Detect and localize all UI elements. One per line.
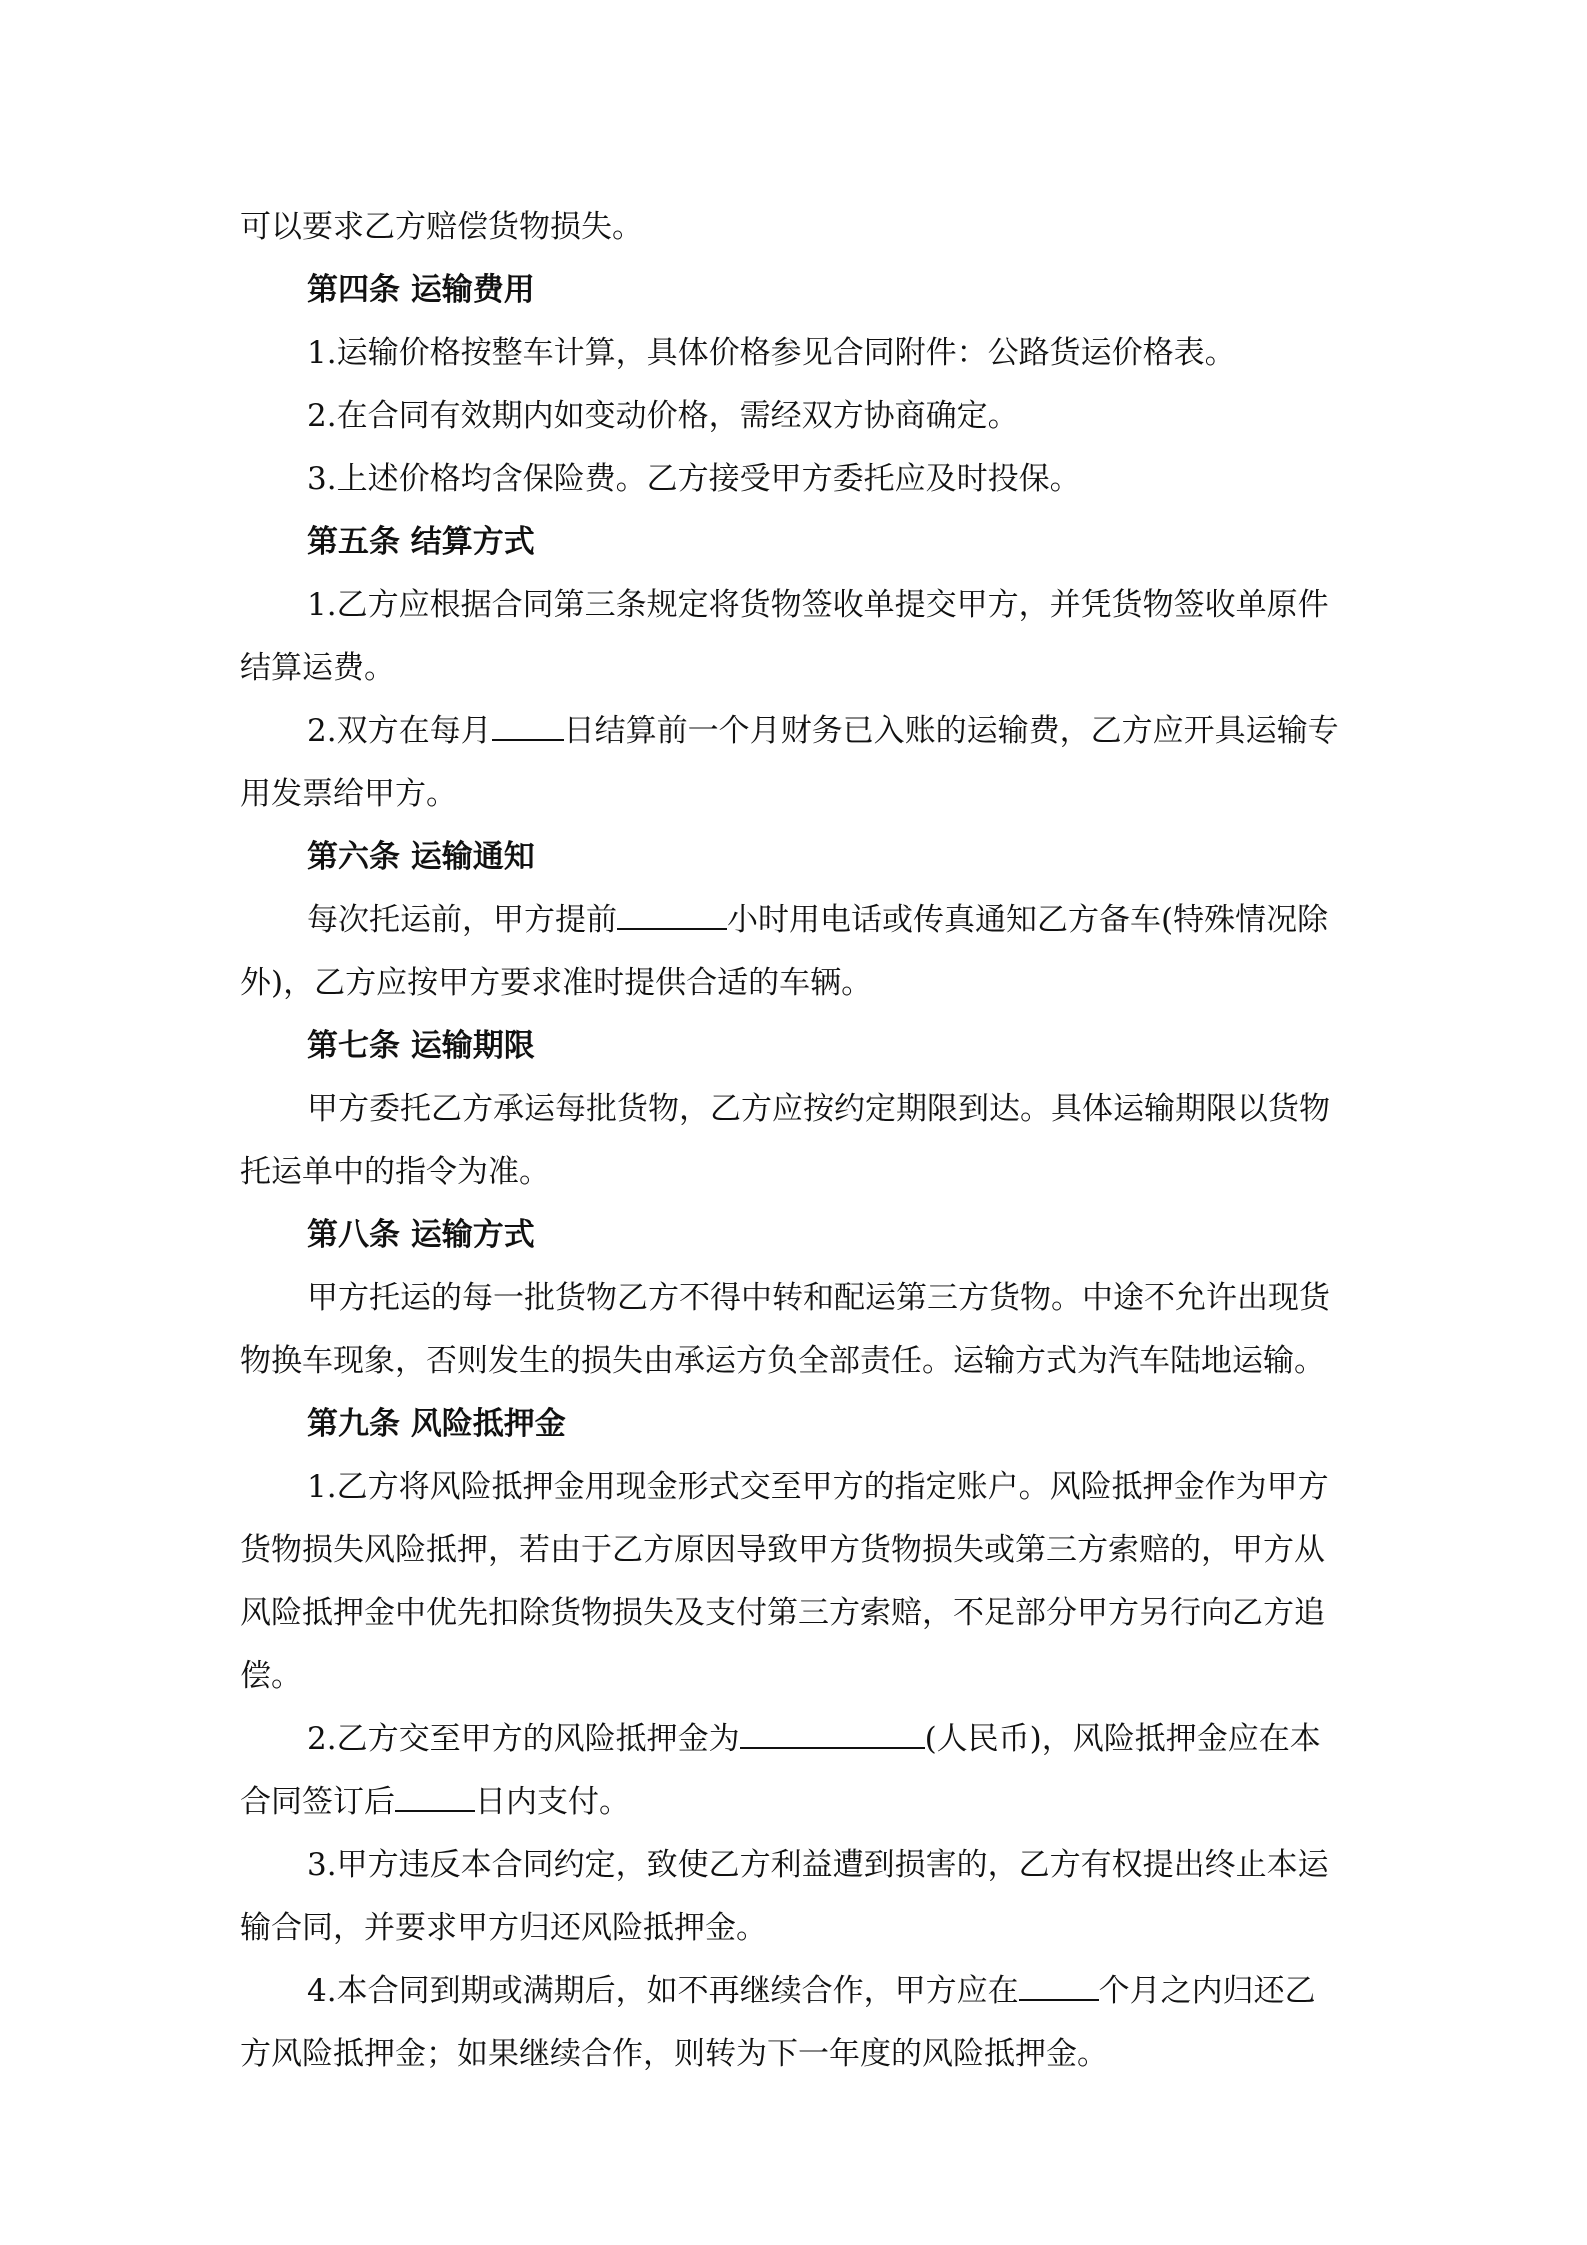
document-page (240, 196, 1350, 2086)
text-line: 甲方委托乙方承运每批货物，乙方应按约定期限到达。具体运输期限以货物 (307, 1091, 1330, 1127)
text-line: 偿。 (240, 1658, 302, 1694)
article-heading: 第五条 结算方式 (307, 524, 535, 560)
text-segment: 小时用电话或传真通知乙方备车(特殊情况除 (727, 902, 1329, 938)
text-segment: 4.本合同到期或满期后，如不再继续合作，甲方应在 (307, 1973, 1019, 2009)
text-line: 货物损失风险抵押，若由于乙方原因导致甲方货物损失或第三方索赔的，甲方从 (240, 1532, 1325, 1568)
text-line: 风险抵押金中优先扣除货物损失及支付第三方索赔，不足部分甲方另行向乙方追 (240, 1595, 1325, 1631)
text-segment: (人民币)，风险抵押金应在本 (924, 1721, 1321, 1757)
article-heading: 第四条 运输费用 (307, 272, 535, 308)
text-segment: 2.双方在每月 (307, 713, 492, 749)
text-line (240, 700, 1350, 763)
text-line: 方风险抵押金；如果继续合作，则转为下一年度的风险抵押金。 (240, 2036, 1108, 2072)
text-segment: 日内支付。 (475, 1784, 630, 1820)
text-line: 3.甲方违反本合同约定，致使乙方利益遭到损害的，乙方有权提出终止本运 (307, 1847, 1329, 1883)
text-line: 甲方托运的每一批货物乙方不得中转和配运第三方货物。中途不允许出现货 (307, 1280, 1330, 1316)
text-line: 物换车现象，否则发生的损失由承运方负全部责任。运输方式为汽车陆地运输。 (240, 1343, 1325, 1379)
article-heading: 第六条 运输通知 (307, 839, 535, 875)
text-line: 外)，乙方应按甲方要求准时提供合适的车辆。 (240, 965, 873, 1001)
fill-in-blank (740, 1721, 925, 1749)
text-segment: 日结算前一个月财务已入账的运输费，乙方应开具运输专 (563, 713, 1339, 749)
text-line: 1.乙方应根据合同第三条规定将货物签收单提交甲方，并凭货物签收单原件 (307, 587, 1329, 623)
text-line: 2.在合同有效期内如变动价格，需经双方协商确定。 (307, 398, 1019, 434)
text-line: 可以要求乙方赔偿货物损失。 (240, 209, 643, 245)
text-line: 结算运费。 (240, 650, 395, 686)
text-line (240, 1960, 1350, 2023)
fill-in-blank (1019, 1973, 1099, 2001)
text-line: 输合同，并要求甲方归还风险抵押金。 (240, 1910, 767, 1946)
text-line: 托运单中的指令为准。 (240, 1154, 550, 1190)
text-line: 用发票给甲方。 (240, 776, 457, 812)
text-line (240, 889, 1350, 952)
article-heading: 第七条 运输期限 (307, 1028, 535, 1064)
text-segment: 个月之内归还乙 (1098, 1973, 1316, 2009)
fill-in-blank (492, 713, 564, 741)
fill-in-blank (395, 1784, 475, 1812)
text-line (240, 1771, 1350, 1834)
article-heading: 第九条 风险抵押金 (307, 1406, 566, 1442)
text-line: 3.上述价格均含保险费。乙方接受甲方委托应及时投保。 (307, 461, 1081, 497)
text-segment: 每次托运前，甲方提前 (307, 902, 617, 938)
text-segment: 2.乙方交至甲方的风险抵押金为 (307, 1721, 740, 1757)
fill-in-blank (617, 902, 727, 930)
text-line: 1.运输价格按整车计算，具体价格参见合同附件：公路货运价格表。 (307, 335, 1236, 371)
text-line (240, 1708, 1350, 1771)
article-heading: 第八条 运输方式 (307, 1217, 535, 1253)
text-line: 1.乙方将风险抵押金用现金形式交至甲方的指定账户。风险抵押金作为甲方 (307, 1469, 1329, 1505)
text-segment: 合同签订后 (240, 1784, 395, 1820)
